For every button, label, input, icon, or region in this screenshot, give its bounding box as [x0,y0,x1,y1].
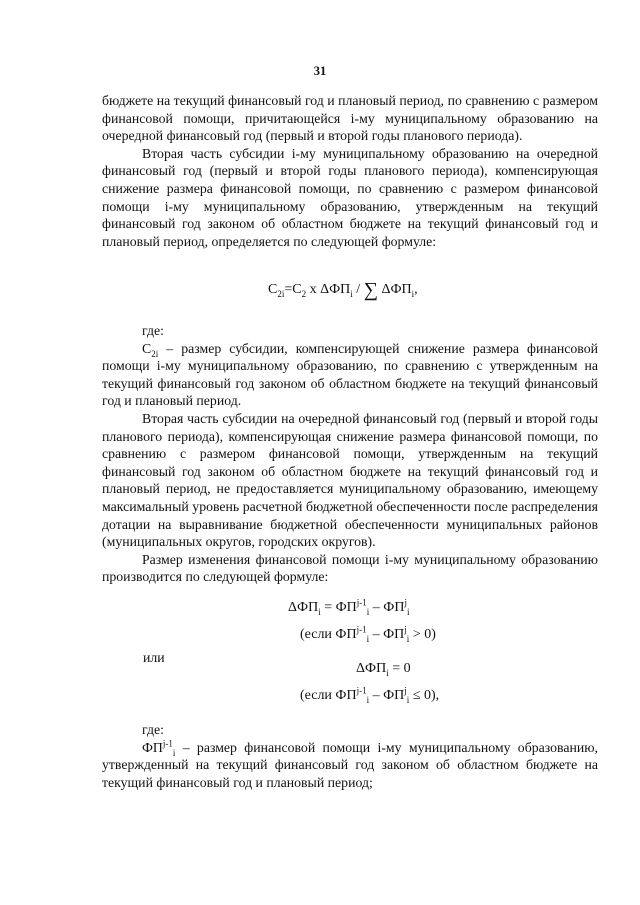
condition-positive-sup1: j-1 [356,624,367,635]
condition-positive-sup2: j [404,624,407,635]
condition-nonpositive-open: (если ФП [300,688,357,703]
definition-fp [102,739,598,792]
paragraph-second-part: Вторая часть субсидии i-му муниципальному образованию на очередной финансовый год (первый и второй годы планового периода), компенсирующая снижение размера финансовой помощи, по сравнению с размером финансовой помощи i-му муниципальному образованию, утвержденным на текущий финансовый год законом об областном бюджете на текущий финансовый год и плановый период, определяется по следующей формуле: [102,145,598,249]
condition-nonpositive [300,685,440,705]
definition-fp-symbol: ФП [142,739,163,755]
formula-delta-zero-rhs: = 0 [388,661,411,676]
formula-c2i-div: / [352,282,364,297]
formula-delta-fp-sup1: j-1 [356,597,367,608]
formula-delta-zero [356,661,411,677]
condition-nonpositive-minus: – ФП [369,688,405,703]
formula-c2i-end: , [414,282,418,297]
text-block-middle [102,322,598,586]
page-number: 31 [313,64,327,78]
formula-c2i-tail: ΔФП [377,282,412,297]
definition-fp-sup: j-1 [162,738,173,748]
where-label-2: где: [142,722,164,737]
condition-positive-sub2: i [406,633,410,644]
definition-c2i-sub: 2i [151,348,159,359]
condition-nonpositive-close: ≤ 0), [409,688,440,703]
formula-delta-fp [288,597,410,617]
definition-c2i-symbol: C [142,340,152,356]
definition-fp-sub: i [172,747,176,758]
condition-nonpositive-sup1: j-1 [356,685,367,696]
paragraph-continuation: бюджете на текущий финансовый год и плановый период, по сравнению с размером финансовой помощи, причитающейся i-му муниципальному образованию на очередной финансовый год (первый и второй годы планового периода). [102,93,598,144]
paragraph-not-provided: Вторая часть субсидии на очередной финансовый год (первый и второй годы планового периода), компенсирующая снижение размера финансовой помощи, по сравнению с размером финансовой помощи, утвержденным на текущий финансовый год законом об областном бюджете на текущий финансовый год и плановый период, не предоставляется муниципальному образованию, имеющему максимальный уровень расчетной бюджетной обеспеченности после распределения дотации на выравнивание бюджетной обеспеченности муниципальных районов (муниципальных округов, городских округов). [102,410,598,550]
paragraph-change-size: Размер изменения финансовой помощи i-му муниципальному образованию производится по следующей формуле: [102,551,598,585]
formula-delta-fp-sub2: i [406,606,410,617]
formula-delta-fp-lhs: ΔФП [288,600,319,615]
formula-c2i-mid: x ΔФП [306,282,351,297]
formula-c2i-c-sub: 2i [277,288,285,299]
sum-symbol: ∑ [363,279,378,301]
formula-delta-fp-minus: – ФП [369,600,405,615]
condition-nonpositive-sub2: i [406,694,410,705]
text-block-top [102,92,598,250]
definition-fp-text: – размер финансовой помощи i-му муниципальному образованию, утвержденный на текущий финансовый год законом об областном бюджете на текущий финансовый год и плановый период; [102,739,598,790]
or-label: или [143,650,165,665]
text-block-bottom [102,721,598,791]
condition-positive-minus: – ФП [369,627,405,642]
formula-c2i-eq: =C [284,282,302,297]
formula-delta-zero-lhs-sub: i [386,667,389,678]
formula-c2i-i2: i [411,288,415,299]
formula-delta-fp-sup2: j [404,597,407,608]
definition-c2i-text: – размер субсидии, компенсирующей снижение размера финансовой помощи i-му муниципальному образованию, по сравнению с утвержденным на текущий финансовый год законом об областном бюджете на текущий финансовый год и плановый период. [102,340,598,409]
condition-nonpositive-sub1: i [366,694,370,705]
condition-positive [300,624,436,644]
condition-positive-sub1: i [366,633,370,644]
where-label-1: где: [142,323,164,338]
formula-delta-fp-eq: = ФП [320,600,357,615]
condition-positive-close: > 0) [409,627,436,642]
formula-c2i-c2-sub: 2 [301,288,307,299]
formula-delta-fp-lhs-sub: i [318,606,321,617]
formula-delta-fp-sub1: i [366,606,370,617]
formula-c2i-c: C [268,282,278,297]
condition-nonpositive-sup2: j [404,685,407,696]
formula-c2i-i1: i [350,288,353,299]
condition-positive-open: (если ФП [300,627,357,642]
formula-c2i [268,280,418,300]
definition-c2i [102,340,598,410]
formula-delta-zero-lhs: ΔФП [356,661,387,676]
